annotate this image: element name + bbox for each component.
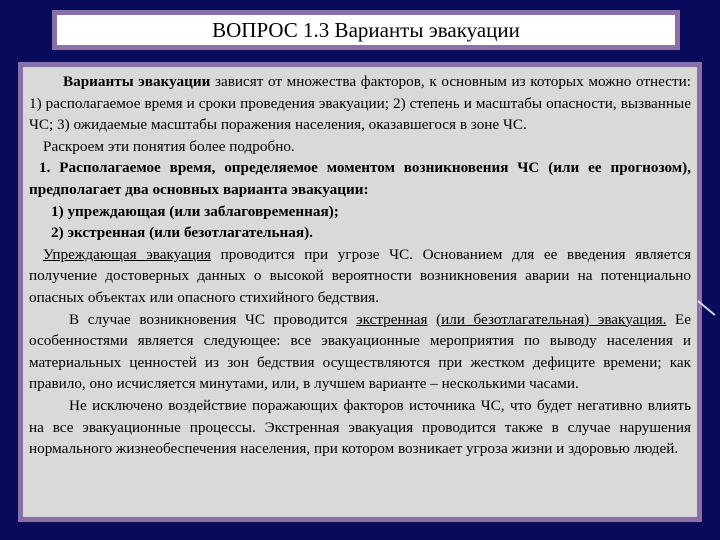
list-item-preemptive: 1) упреждающая (или заблаговременная); <box>51 202 339 220</box>
term-urgent: (или безотлагательная) эвакуация. <box>436 310 667 328</box>
paragraph-intro: Раскроем эти понятия более подробно. <box>43 137 295 155</box>
paragraph-factors <box>29 71 691 136</box>
term-preemptive: Упреждающая эвакуация <box>43 245 212 263</box>
term-emergency: экстренная <box>356 310 428 328</box>
list-item-emergency: 2) экстренная (или безотлагательная). <box>51 224 313 242</box>
factors-text: зависят от множества факторов, к основным из которых можно отнести: 1) располагаемое время и сроки проведения эвакуации; 2) степень и масштабы опасности, вызванные ЧС; 3) ожидаемые масштабы поражения населения, оказавшегося в зоне ЧС. <box>29 73 692 134</box>
preemptive-text: проводится при угрозе ЧС. Основанием для ее введения является получение достоверных данных о высокой вероятности возникновения аварии на потенциально опасных объектах или опасного стихийного бедствия. <box>29 245 691 306</box>
emergency-text: Ее особенностями является следующее: все эвакуационные мероприятия по выводу населения и материальных ценностей из зон бедствия осуществляются при жестком дефиците времени; как правило, оно исчисляется минутами, или, в лучшем варианте – несколькими часами. <box>29 310 691 393</box>
title-box <box>52 10 680 50</box>
term-evacuation-variants: Варианты эвакуации <box>63 73 211 90</box>
paragraph-damage: Не исключено воздействие поражающих факторов источника ЧС, что будет негативно влиять на все эвакуационные процессы. Экстренная эвакуация проводится также в случае нарушения нормального жизнеобеспечения населения, при котором возникает угроза жизни и здоровью людей. <box>29 396 691 458</box>
emergency-pre: В случае возникновения ЧС проводится <box>69 310 357 328</box>
slide-title: ВОПРОС 1.3 Варианты эвакуации <box>212 17 520 42</box>
paragraph-emergency <box>29 309 691 395</box>
space <box>427 311 436 328</box>
content-box <box>18 62 702 522</box>
paragraph-time: 1. Располагаемое время, определяемое моментом возникновения ЧС (или ее прогнозом), предполагает два основных варианта эвакуации: <box>29 159 691 198</box>
paragraph-preemptive <box>29 244 691 309</box>
